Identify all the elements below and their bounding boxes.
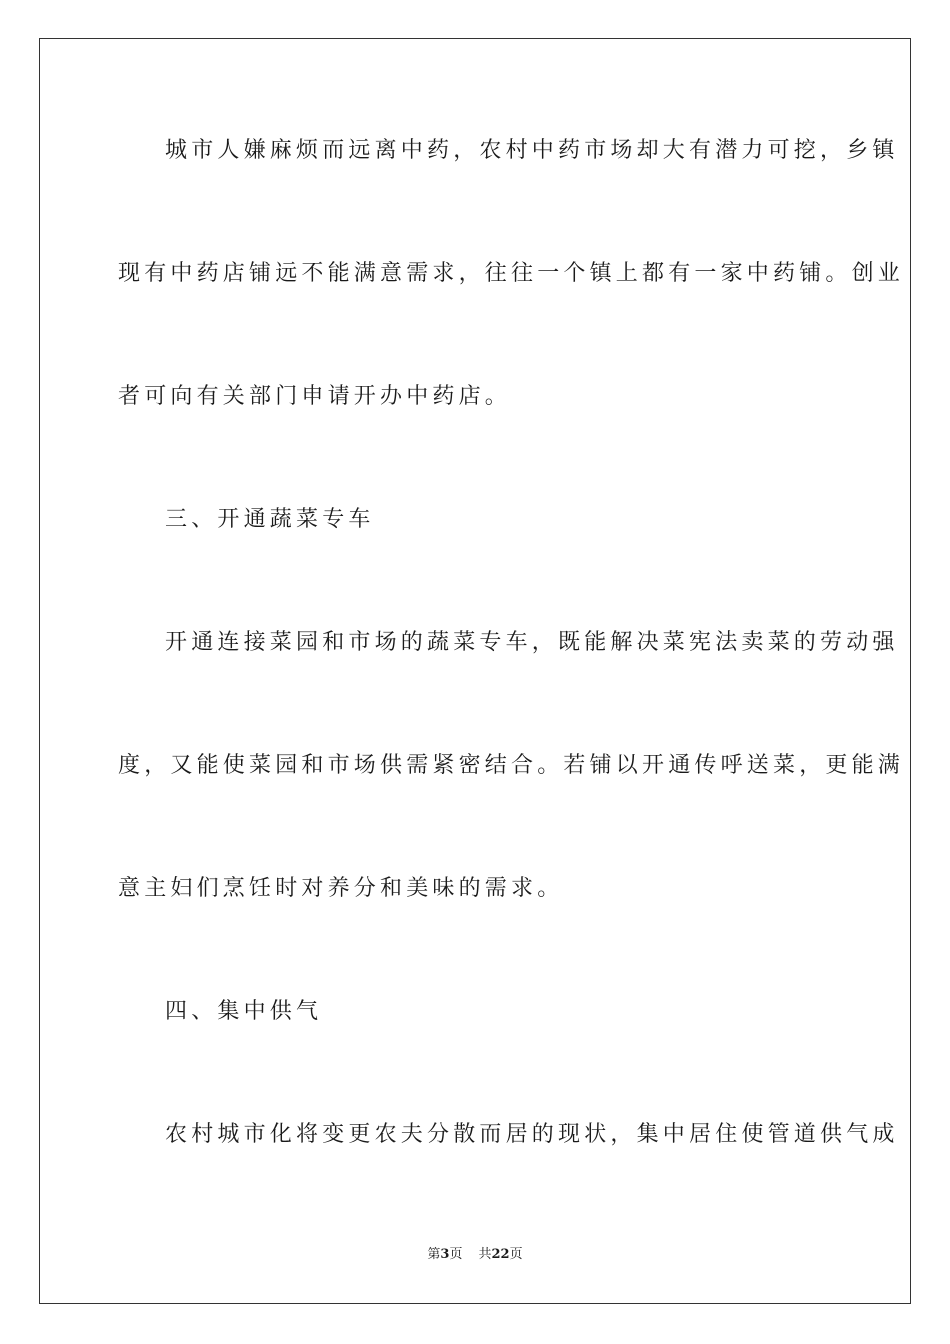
page-suffix: 页 — [449, 1247, 463, 1262]
paragraph-line: 城市人嫌麻烦而远离中药，农村中药市场却大有潜力可挖，乡镇 — [165, 138, 899, 163]
page-border — [39, 38, 911, 1304]
paragraph-line: 意主妇们烹饪时对养分和美味的需求。 — [118, 876, 564, 901]
total-suffix: 页 — [509, 1247, 523, 1262]
section-heading: 三、开通蔬菜专车 — [165, 507, 375, 532]
paragraph-line: 者可向有关部门申请开办中药店。 — [118, 384, 512, 409]
total-pages: 22 — [491, 1247, 510, 1262]
page-prefix: 第 — [427, 1247, 441, 1262]
paragraph-line: 现有中药店铺远不能满意需求，往往一个镇上都有一家中药铺。创业 — [118, 261, 905, 286]
total-prefix: 共 — [478, 1247, 492, 1262]
paragraph-line: 农村城市化将变更农夫分散而居的现状，集中居住使管道供气成 — [165, 1122, 899, 1147]
page-number: 3 — [440, 1247, 450, 1262]
paragraph-line: 开通连接菜园和市场的蔬菜专车，既能解决菜宪法卖菜的劳动强 — [165, 630, 899, 655]
paragraph-line: 度，又能使菜园和市场供需紧密结合。若铺以开通传呼送菜，更能满 — [118, 753, 905, 778]
page-footer — [0, 1246, 950, 1264]
section-heading: 四、集中供气 — [165, 999, 323, 1024]
